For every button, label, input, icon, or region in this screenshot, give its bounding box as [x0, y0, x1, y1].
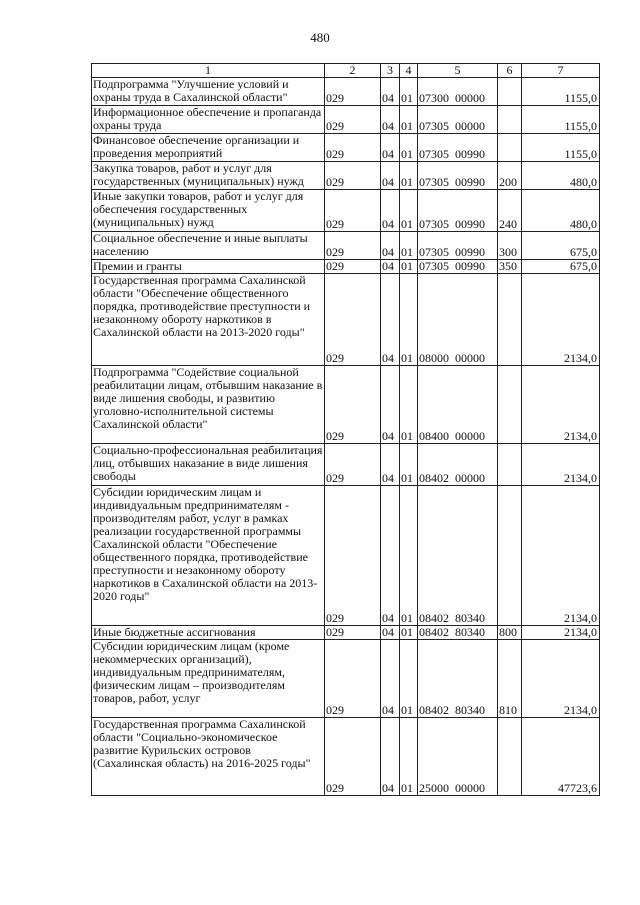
target-article-cell: 08402 00000 [418, 444, 498, 486]
amount-cell: 1155,0 [522, 134, 600, 162]
amount-cell: 2134,0 [522, 366, 600, 444]
table-row [92, 274, 600, 366]
subsection-cell: 01 [400, 190, 418, 232]
subsection-cell: 01 [400, 134, 418, 162]
admin-code-cell: 029 [325, 626, 381, 640]
expense-type-cell [498, 78, 522, 106]
admin-code-cell: 029 [325, 486, 381, 626]
admin-code-cell: 029 [325, 274, 381, 366]
item-name-cell: Государственная программа Сахалинской области "Обеспечение общественного порядка, противодействие преступности и незаконному обороту наркотиков в Сахалинской области на 2013-2020 годы" [92, 274, 325, 366]
table-row [92, 640, 600, 718]
budget-table [91, 63, 600, 796]
amount-cell: 2134,0 [522, 274, 600, 366]
amount-cell: 2134,0 [522, 486, 600, 626]
section-cell: 04 [381, 640, 400, 718]
header-row [92, 64, 600, 78]
item-name-cell: Социально-профессиональная реабилитация лиц, отбывших наказание в виде лишения свободы [92, 444, 325, 486]
admin-code-cell: 029 [325, 162, 381, 190]
section-cell: 04 [381, 274, 400, 366]
admin-code-cell: 029 [325, 190, 381, 232]
target-article-cell: 08402 80340 [418, 486, 498, 626]
amount-cell: 2134,0 [522, 444, 600, 486]
subsection-cell: 01 [400, 718, 418, 796]
item-name-cell: Субсидии юридическим лицам и индивидуальным предпринимателям - производителям работ, услуг в рамках реализации государственной программы Сахалинской области "Обеспечение общественного порядка, противодействие преступности и незаконному обороту наркотиков в Сахалинской области на 2013-2020 годы" [92, 486, 325, 626]
table-row [92, 162, 600, 190]
admin-code-cell: 029 [325, 260, 381, 274]
item-name-cell: Закупка товаров, работ и услуг для государственных (муниципальных) нужд [92, 162, 325, 190]
subsection-cell: 01 [400, 232, 418, 260]
amount-cell: 480,0 [522, 162, 600, 190]
amount-cell: 675,0 [522, 232, 600, 260]
item-name-cell: Государственная программа Сахалинской области "Социально-экономическое развитие Курильских островов (Сахалинская область) на 2016-2025 годы" [92, 718, 325, 796]
admin-code-cell: 029 [325, 232, 381, 260]
target-article-cell: 07300 00000 [418, 78, 498, 106]
table-row [92, 232, 600, 260]
table-row [92, 78, 600, 106]
header-cell: 6 [498, 64, 522, 78]
target-article-cell: 07305 00990 [418, 134, 498, 162]
subsection-cell: 01 [400, 162, 418, 190]
amount-cell: 47723,6 [522, 718, 600, 796]
amount-cell: 480,0 [522, 190, 600, 232]
item-name-cell: Иные закупки товаров, работ и услуг для обеспечения государственных (муниципальных) нужд [92, 190, 325, 232]
subsection-cell: 01 [400, 106, 418, 134]
expense-type-cell: 200 [498, 162, 522, 190]
table-row [92, 260, 600, 274]
header-cell: 4 [400, 64, 418, 78]
admin-code-cell: 029 [325, 366, 381, 444]
expense-type-cell: 800 [498, 626, 522, 640]
section-cell: 04 [381, 444, 400, 486]
target-article-cell: 07305 00990 [418, 190, 498, 232]
table-row [92, 486, 600, 626]
header-cell: 3 [381, 64, 400, 78]
section-cell: 04 [381, 106, 400, 134]
target-article-cell: 07305 00990 [418, 162, 498, 190]
expense-type-cell [498, 106, 522, 134]
target-article-cell: 08400 00000 [418, 366, 498, 444]
item-name-cell: Информационное обеспечение и пропаганда охраны труда [92, 106, 325, 134]
subsection-cell: 01 [400, 486, 418, 626]
admin-code-cell: 029 [325, 640, 381, 718]
expense-type-cell: 810 [498, 640, 522, 718]
expense-type-cell [498, 486, 522, 626]
expense-type-cell: 350 [498, 260, 522, 274]
expense-type-cell: 240 [498, 190, 522, 232]
subsection-cell: 01 [400, 78, 418, 106]
item-name-cell: Социальное обеспечение и иные выплаты населению [92, 232, 325, 260]
amount-cell: 1155,0 [522, 106, 600, 134]
admin-code-cell: 029 [325, 718, 381, 796]
header-cell: 1 [92, 64, 325, 78]
item-name-cell: Иные бюджетные ассигнования [92, 626, 325, 640]
expense-type-cell [498, 366, 522, 444]
admin-code-cell: 029 [325, 78, 381, 106]
amount-cell: 2134,0 [522, 626, 600, 640]
amount-cell: 675,0 [522, 260, 600, 274]
page-number: 480 [310, 30, 330, 45]
header-cell: 7 [522, 64, 600, 78]
item-name-cell: Подпрограмма "Улучшение условий и охраны труда в Сахалинской области" [92, 78, 325, 106]
target-article-cell: 07305 00990 [418, 232, 498, 260]
item-name-cell: Премии и гранты [92, 260, 325, 274]
section-cell: 04 [381, 260, 400, 274]
table-row [92, 106, 600, 134]
item-name-cell: Подпрограмма "Содействие социальной реабилитации лицам, отбывшим наказание в виде лишения свободы, и развитию уголовно-исполнительной системы Сахалинской области" [92, 366, 325, 444]
section-cell: 04 [381, 134, 400, 162]
table-row [92, 190, 600, 232]
admin-code-cell: 029 [325, 134, 381, 162]
table-row [92, 718, 600, 796]
expense-type-cell [498, 718, 522, 796]
amount-cell: 2134,0 [522, 640, 600, 718]
expense-type-cell [498, 134, 522, 162]
amount-cell: 1155,0 [522, 78, 600, 106]
table-row [92, 444, 600, 486]
section-cell: 04 [381, 162, 400, 190]
expense-type-cell: 300 [498, 232, 522, 260]
section-cell: 04 [381, 190, 400, 232]
subsection-cell: 01 [400, 274, 418, 366]
header-cell: 5 [418, 64, 498, 78]
table-row [92, 134, 600, 162]
subsection-cell: 01 [400, 626, 418, 640]
item-name-cell: Финансовое обеспечение организации и проведения мероприятий [92, 134, 325, 162]
target-article-cell: 25000 00000 [418, 718, 498, 796]
target-article-cell: 08000 00000 [418, 274, 498, 366]
subsection-cell: 01 [400, 260, 418, 274]
admin-code-cell: 029 [325, 106, 381, 134]
target-article-cell: 07305 00990 [418, 260, 498, 274]
section-cell: 04 [381, 718, 400, 796]
admin-code-cell: 029 [325, 444, 381, 486]
table-row [92, 626, 600, 640]
subsection-cell: 01 [400, 640, 418, 718]
target-article-cell: 08402 80340 [418, 626, 498, 640]
expense-type-cell [498, 274, 522, 366]
section-cell: 04 [381, 366, 400, 444]
section-cell: 04 [381, 626, 400, 640]
header-cell: 2 [325, 64, 381, 78]
subsection-cell: 01 [400, 366, 418, 444]
section-cell: 04 [381, 78, 400, 106]
section-cell: 04 [381, 486, 400, 626]
table-row [92, 366, 600, 444]
section-cell: 04 [381, 232, 400, 260]
target-article-cell: 07305 00000 [418, 106, 498, 134]
item-name-cell: Субсидии юридическим лицам (кроме некоммерческих организаций), индивидуальным предпринимателям, физическим лицам – производителям товаров, работ, услуг [92, 640, 325, 718]
expense-type-cell [498, 444, 522, 486]
target-article-cell: 08402 80340 [418, 640, 498, 718]
subsection-cell: 01 [400, 444, 418, 486]
